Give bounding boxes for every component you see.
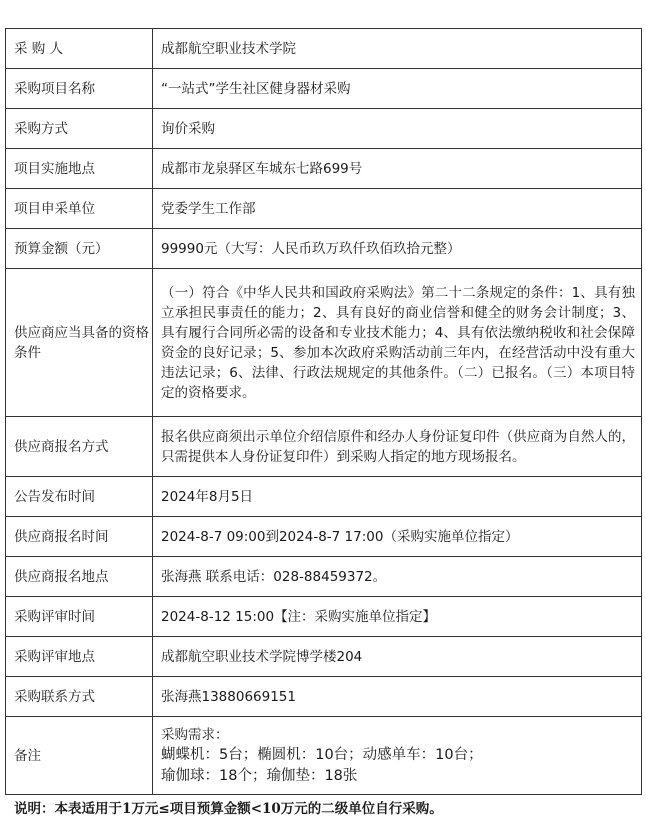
row-value: 张海燕13880669151	[153, 677, 642, 717]
row-review-time	[6, 597, 642, 637]
row-value: （一）符合《中华人民共和国政府采购法》第二十二条规定的条件：1、具有独立承担民事责任的能力；2、具有良好的商业信誉和健全的财务会计制度；3、具有履行合同所必需的设备和专业技术能力；4、具有依法缴纳税收和社会保障资金的良好记录；5、参加本次政府采购活动前三年内，在经营活动中没有重大违法记录；6、法律、行政法规规定的其他条件。（二）已报名。（三）本项目特定的资格要求。	[153, 269, 642, 417]
row-value: 成都航空职业技术学院博学楼204	[153, 637, 642, 677]
row-value: “一站式”学生社区健身器材采购	[153, 69, 642, 109]
remarks-line: 蝴蝶机：5台；椭圆机：10台；动感单车：10台；	[161, 746, 483, 763]
row-value: 成都市龙泉驿区车城东七路699号	[153, 149, 642, 189]
row-label: 备注	[6, 717, 153, 795]
row-label: 采 购 人	[6, 29, 153, 69]
row-label: 供应商报名地点	[6, 557, 153, 597]
row-contact	[6, 677, 642, 717]
row-purchaser	[6, 29, 642, 69]
remarks-value	[153, 717, 642, 795]
procurement-info-table	[5, 28, 642, 795]
row-label: 采购联系方式	[6, 677, 153, 717]
row-value: 询价采购	[153, 109, 642, 149]
row-label: 项目实施地点	[6, 149, 153, 189]
row-label: 供应商应当具备的资格条件	[6, 269, 153, 417]
row-qualifications	[6, 269, 642, 417]
footnote: 说明：本表适用于1万元≤项目预算金额<10万元的二级单位自行采购。	[14, 801, 443, 817]
row-value: 张海燕 联系电话：028-88459372。	[153, 557, 642, 597]
row-value: 报名供应商须出示单位介绍信原件和经办人身份证复印件（供应商为自然人的，只需提供本人身份证复印件）到采购人指定的地方现场报名。	[153, 417, 642, 477]
row-label: 采购项目名称	[6, 69, 153, 109]
row-value: 2024-8-7 09:00到2024-8-7 17:00（采购实施单位指定）	[153, 517, 642, 557]
row-registration-time	[6, 517, 642, 557]
row-label: 公告发布时间	[6, 477, 153, 517]
remarks-line: 瑜伽球：18个；瑜伽垫：18张	[161, 767, 358, 784]
remarks-heading: 采购需求：	[161, 726, 229, 743]
row-review-place	[6, 637, 642, 677]
row-label: 采购评审时间	[6, 597, 153, 637]
row-value: 2024年8月5日	[153, 477, 642, 517]
row-requesting-unit	[6, 189, 642, 229]
row-value: 党委学生工作部	[153, 189, 642, 229]
row-value: 成都航空职业技术学院	[153, 29, 642, 69]
row-project-location	[6, 149, 642, 189]
row-procurement-method	[6, 109, 642, 149]
row-label: 供应商报名方式	[6, 417, 153, 477]
row-label: 项目申采单位	[6, 189, 153, 229]
row-budget	[6, 229, 642, 269]
row-registration-place	[6, 557, 642, 597]
row-value: 99990元（大写：人民币玖万玖仟玖佰玖拾元整）	[153, 229, 642, 269]
row-remarks	[6, 717, 642, 795]
row-registration-method	[6, 417, 642, 477]
row-value: 2024-8-12 15:00【注：采购实施单位指定】	[153, 597, 642, 637]
row-label: 预算金额（元）	[6, 229, 153, 269]
row-label: 采购评审地点	[6, 637, 153, 677]
row-label: 采购方式	[6, 109, 153, 149]
row-announcement-time	[6, 477, 642, 517]
row-project-name	[6, 69, 642, 109]
row-label: 供应商报名时间	[6, 517, 153, 557]
